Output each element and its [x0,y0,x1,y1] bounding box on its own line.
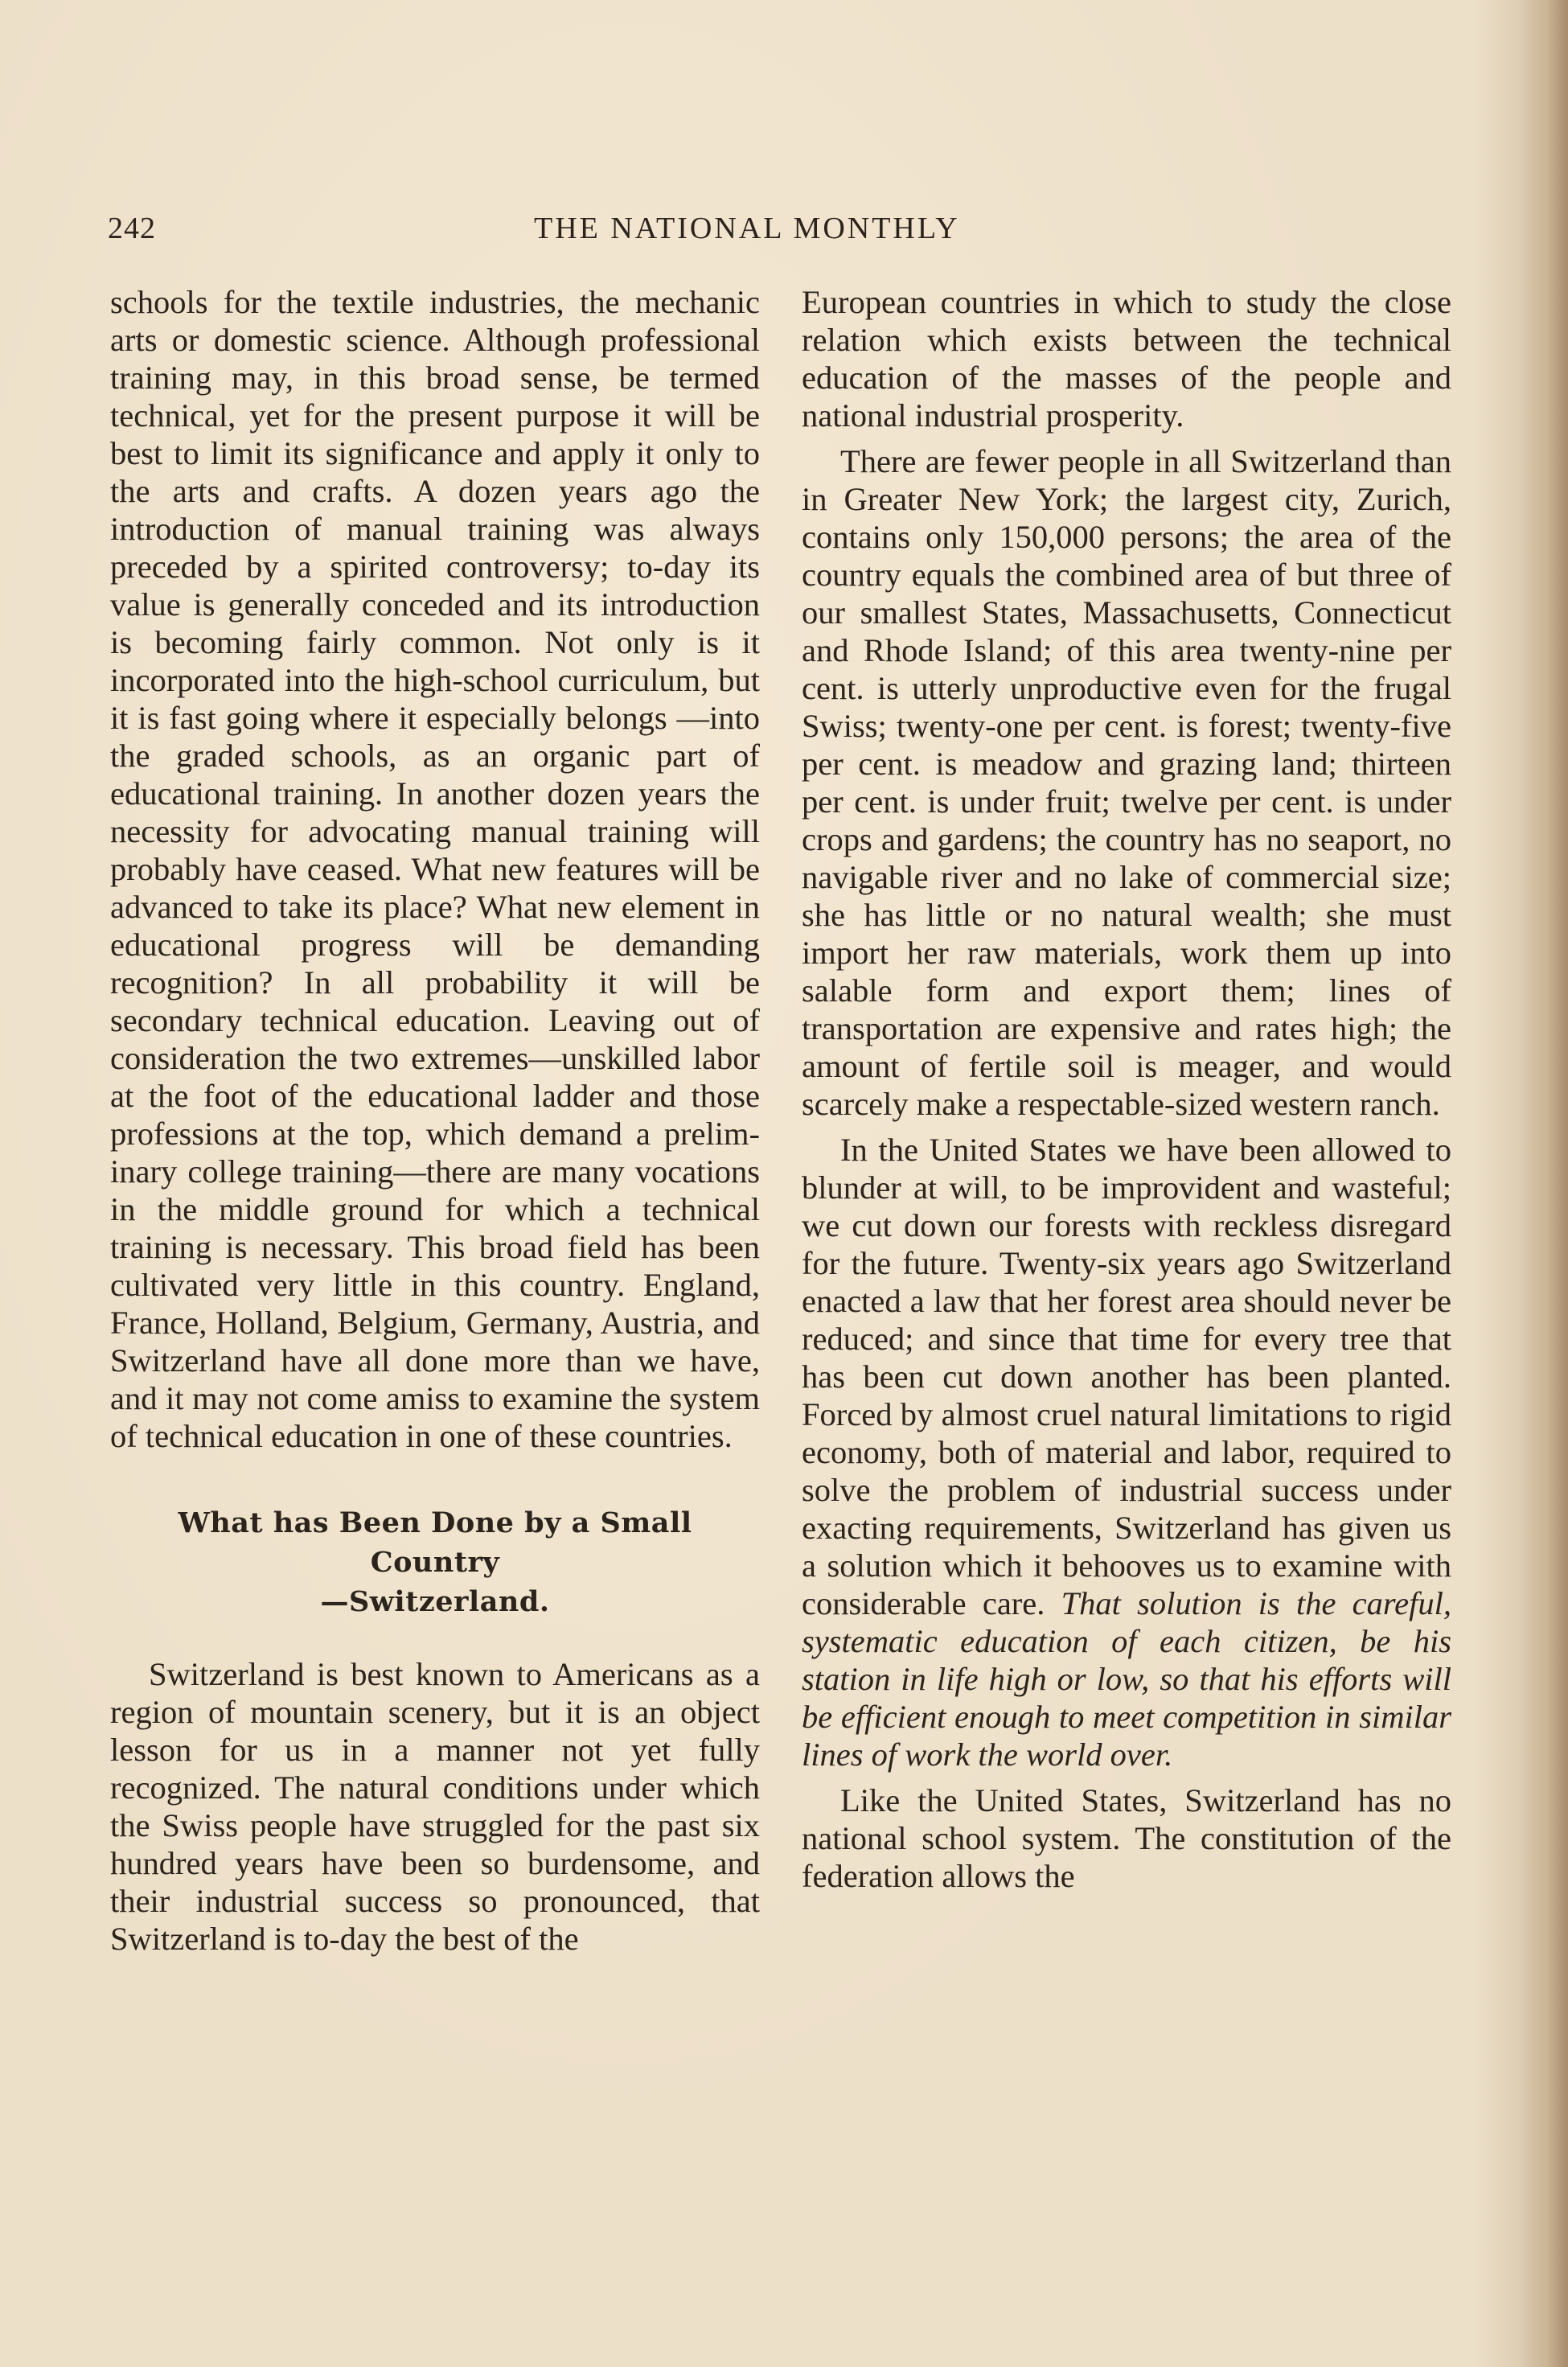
right-paragraph-3-italic-text: That solution is the careful, systematic education of each citizen, be his station in life high or low, so that his efforts will be efficient enough to meet competition in similar lines of work the world over. [802,1585,1451,1773]
page-header [108,211,1459,251]
right-paragraph-3 [802,1131,1451,1773]
left-column [110,283,760,1958]
right-column [802,283,1451,1895]
page-edge-shadow [1520,0,1568,2367]
section-heading-line-2: —Switzerland. [320,1585,550,1618]
right-paragraph-2: There are fewer people in all Switzerland than in Greater New York; the largest city, Zurich, contains only 150,000 persons; the area of the country equals the combined area of but three of our smallest States, Massachusetts, Connecticut and Rhode Island; of this area twenty-nine per cent. is utterly unproductive even for the frugal Swiss; twenty-one per cent. is forest; twenty-five per cent. is meadow and grazing land; thirteen per cent. is under fruit; twelve per cent. is under crops and gardens; the country has no seaport, no navigable river and no lake of commercial size; she has little or no natural wealth; she must import her raw materials, work them up into salable form and export them; lines of transportation are expensive and rates high; the amount of fertile soil is meager, and would scarcely make a respectable-sized western ranch. [802,443,1451,1122]
right-paragraph-1: European countries in which to study the close relation which exists between the technical education of the masses of the people and national industrial prosperity. [802,284,1451,434]
page-number: 242 [108,212,156,245]
left-paragraph-2: Switzerland is best known to Americans as a region of mountain scenery, but it is an object lesson for us in a manner not yet fully recognized. The natural conditions under which the Swiss people have struggled for the past six hundred years have been so burdensome, and their industrial success so pronounced, that Switzerland is to-day the best of the [110,1656,760,1957]
running-title: THE NATIONAL MONTHLY [534,212,960,245]
section-heading-line-1: What has Been Done by a Small Country [178,1506,692,1579]
section-heading [110,1503,760,1621]
right-paragraph-4: Like the United States, Switzerland has no national school system. The constitution of the federation allows the [802,1782,1451,1894]
left-paragraph-1: schools for the textile industries, the mechanic arts or domestic science. Although professional training may, in this broad sense, be termed technical, yet for the present purpose it will be best to limit its significance and apply it only to the arts and crafts. A dozen years ago the introduction of manual training was always preceded by a spirited controversy; to-day its value is generally conceded and its introduction is becoming fairly common. Not only is it incorporated into the high-school curriculum, but it is fast going where it especially belongs —into the graded schools, as an organic part of educational training. In another dozen years the necessity for advocating manual training will probably have ceased. What new features will be advanced to take its place? What new element in educational progress will be demanding recognition? In all probability it will be secondary technical education. Leaving out of consideration the two extremes—unskilled labor at the foot of the educational ladder and those professions at the top, which demand a preliminary college training—there are many vocations in the middle ground for which a technical training is necessary. This broad field has been cultivated very little in this country. England, France, Holland, Belgium, Germany, Austria, and Switzerland have all done more than we have, and it may not come amiss to examine the system of technical education in one of these countries. [110,284,760,1454]
right-paragraph-3-text: In the United States we have been allowed to blunder at will, to be improvident and wasteful; we cut down our forests with reckless disregard for the future. Twenty-six years ago Switzerland enacted a law that her forest area should never be reduced; and since that time for every tree that has been cut down another has been planted. Forced by almost cruel natural limitations to rigid economy, both of material and labor, required to solve the problem of industrial success under exacting requirements, Switzerland has given us a solution which it behooves us to examine with considerable care. [802,1132,1451,1621]
